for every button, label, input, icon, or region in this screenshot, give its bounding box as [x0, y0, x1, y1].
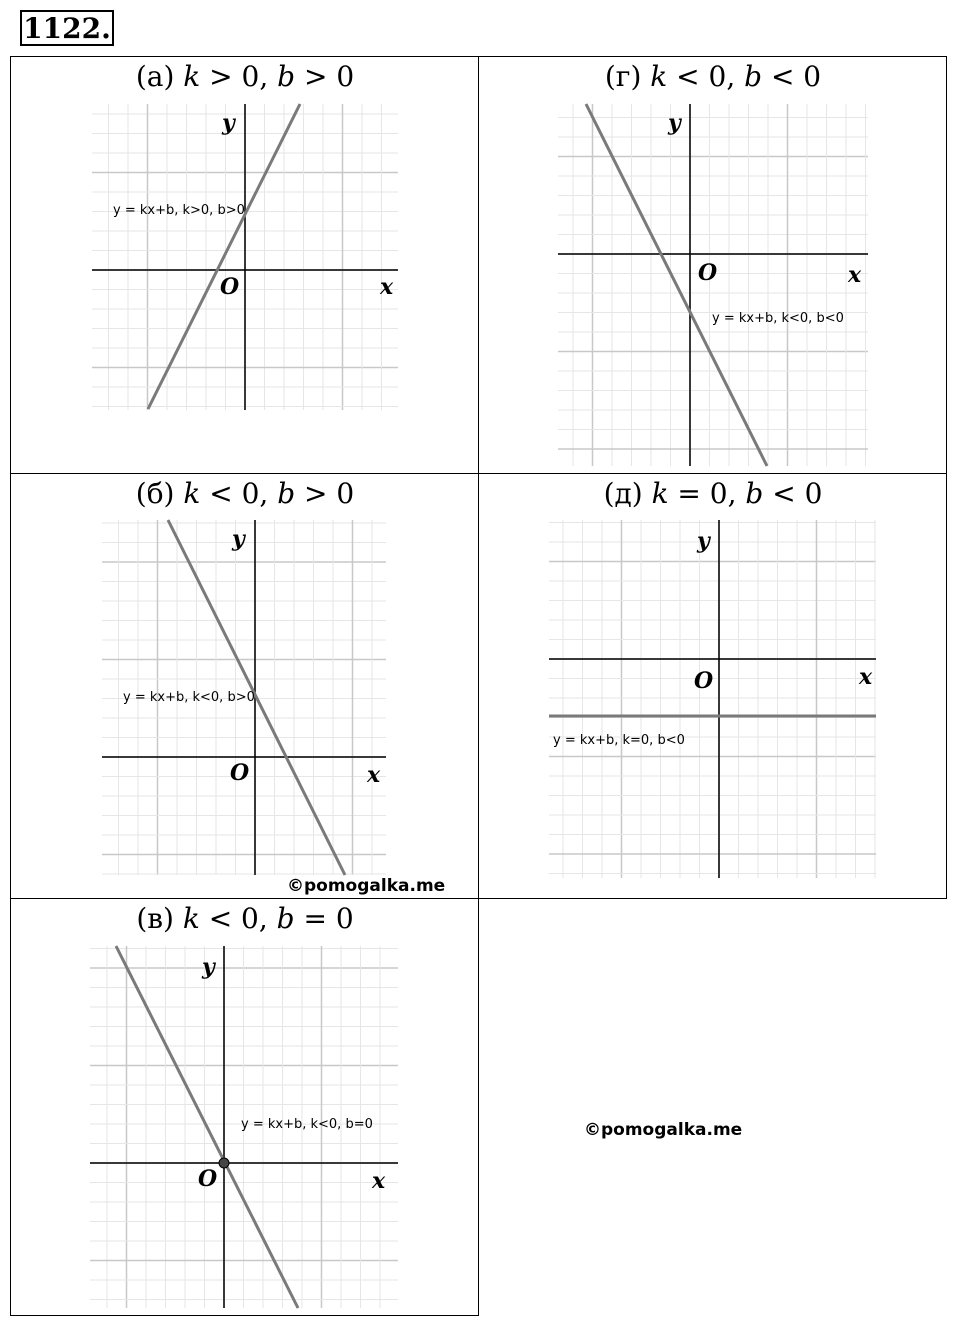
grid-d — [549, 520, 876, 878]
graph-b — [102, 520, 386, 875]
graph-g — [558, 104, 868, 466]
equation-label: y = kx+b, k<0, b=0 — [241, 1117, 373, 1132]
origin-point — [219, 1158, 229, 1168]
equation-label: y = kx+b, k<0, b<0 — [712, 311, 844, 326]
origin-label: O — [230, 760, 250, 786]
x-axis-label: x — [859, 664, 873, 690]
origin-label: O — [694, 668, 714, 694]
problem-number: 1122. — [20, 10, 114, 46]
y-axis-label: y — [222, 110, 235, 136]
equation-label: y = kx+b, k=0, b<0 — [553, 733, 685, 748]
x-axis-label: x — [372, 1168, 386, 1194]
watermark: ©pomogalka.me — [287, 876, 446, 896]
graph-line — [586, 104, 767, 466]
equation-label: y = kx+b, k>0, b>0 — [113, 203, 245, 218]
graph-v — [90, 946, 398, 1308]
y-axis-label: y — [697, 528, 710, 554]
equation-label: y = kx+b, k<0, b>0 — [123, 690, 255, 705]
graph-d — [549, 520, 876, 878]
y-axis-label: y — [668, 110, 681, 136]
x-axis-label: x — [380, 274, 394, 300]
graph-line — [148, 104, 300, 409]
x-axis-label: x — [848, 262, 862, 288]
panel-title-b: (б) 𝑘 < 0, 𝑏 > 0 — [135, 477, 355, 510]
y-axis-label: y — [232, 526, 245, 552]
x-axis-label: x — [367, 762, 381, 788]
graph-a — [92, 104, 398, 410]
panel-title-d: (д) 𝑘 = 0, 𝑏 < 0 — [603, 477, 823, 510]
origin-label: O — [698, 260, 718, 286]
origin-label: O — [220, 274, 240, 300]
panel-title-a: (а) 𝑘 > 0, 𝑏 > 0 — [135, 60, 355, 93]
panel-title-g: (г) 𝑘 < 0, 𝑏 < 0 — [604, 60, 822, 93]
panel-title-v: (в) 𝑘 < 0, 𝑏 = 0 — [136, 902, 354, 935]
watermark: ©pomogalka.me — [584, 1120, 743, 1140]
origin-label: O — [198, 1166, 218, 1192]
y-axis-label: y — [202, 954, 215, 980]
